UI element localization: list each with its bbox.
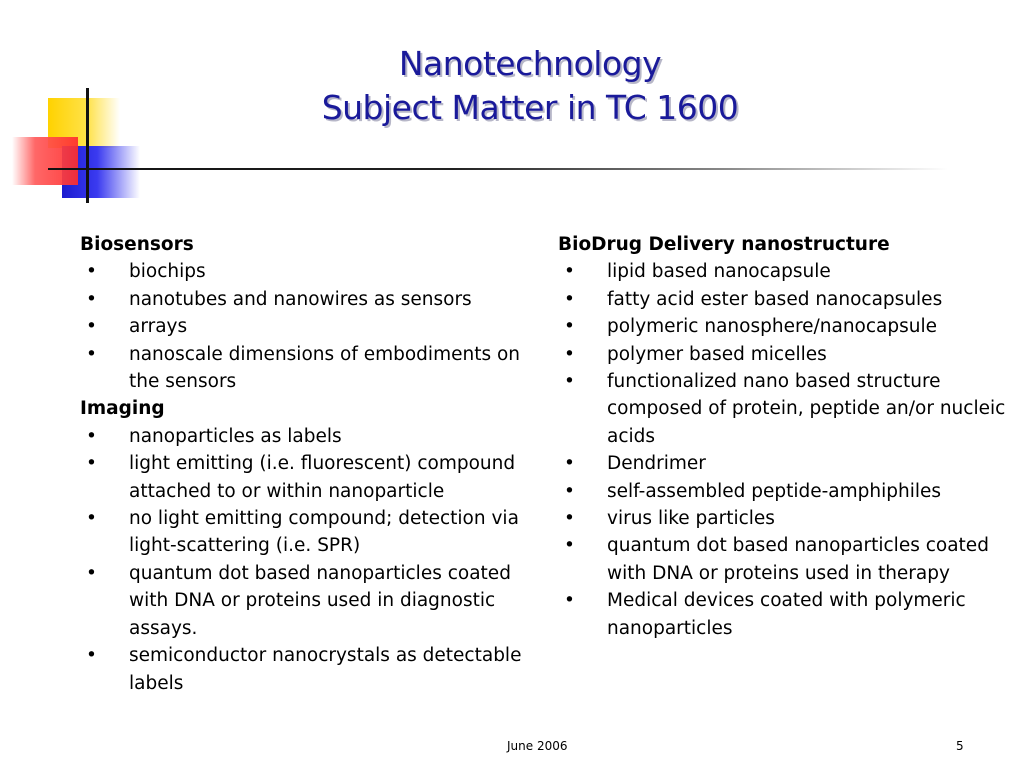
slide-title bbox=[200, 42, 860, 130]
bullet-icon: • bbox=[86, 316, 97, 338]
bullet-icon: • bbox=[564, 508, 575, 530]
bullet-icon: • bbox=[564, 261, 575, 283]
bullet-icon: • bbox=[86, 508, 97, 530]
list-item: • quantum dot based nanoparticles coated with DNA or proteins used in therapy bbox=[558, 532, 1008, 587]
list-item: • light emitting (i.e. fluorescent) compound attached to or within nanoparticle bbox=[80, 450, 530, 505]
list-item: • nanoparticles as labels bbox=[80, 423, 530, 450]
list-item: • semiconductor nanocrystals as detectable labels bbox=[80, 642, 530, 697]
vertical-rule-decoration bbox=[86, 88, 89, 203]
list-item: • functionalized nano based structure composed of protein, peptide an/or nucleic acids bbox=[558, 368, 1008, 450]
page-number: 5 bbox=[956, 739, 964, 753]
title-line-2: Subject Matter in TC 1600 bbox=[321, 88, 739, 127]
list-item: • quantum dot based nanoparticles coated with DNA or proteins used in diagnostic assays. bbox=[80, 560, 530, 642]
red-square-decoration bbox=[12, 137, 78, 185]
bullet-icon: • bbox=[564, 453, 575, 475]
list-item: • virus like particles bbox=[558, 505, 1008, 532]
bullet-icon: • bbox=[86, 453, 97, 475]
list-item: • nanotubes and nanowires as sensors bbox=[80, 286, 530, 313]
list-item: • arrays bbox=[80, 313, 530, 340]
bullet-icon: • bbox=[564, 316, 575, 338]
section-heading-biodrug-delivery: BioDrug Delivery nanostructure bbox=[558, 234, 890, 255]
imaging-list bbox=[80, 423, 530, 697]
bullet-icon: • bbox=[564, 590, 575, 612]
bullet-icon: • bbox=[86, 645, 97, 667]
biodrug-delivery-list bbox=[558, 258, 1008, 642]
bullet-icon: • bbox=[564, 480, 575, 502]
list-item: • polymeric nanosphere/nanocapsule bbox=[558, 313, 1008, 340]
bullet-icon: • bbox=[86, 562, 97, 584]
title-underline-rule bbox=[48, 168, 948, 170]
list-item: • biochips bbox=[80, 258, 530, 285]
list-item: • Dendrimer bbox=[558, 450, 1008, 477]
bullet-icon: • bbox=[86, 343, 97, 365]
list-item: • fatty acid ester based nanocapsules bbox=[558, 286, 1008, 313]
list-item: • polymer based micelles bbox=[558, 341, 1008, 368]
list-item: • nanoscale dimensions of embodiments on the sensors bbox=[80, 341, 530, 396]
bullet-icon: • bbox=[564, 371, 575, 393]
footer-date: June 2006 bbox=[507, 739, 568, 753]
section-heading-biosensors: Biosensors bbox=[80, 234, 194, 255]
bullet-icon: • bbox=[564, 535, 575, 557]
list-item: • self-assembled peptide-amphiphiles bbox=[558, 478, 1008, 505]
right-column bbox=[558, 231, 1008, 642]
left-column bbox=[80, 231, 530, 697]
bullet-icon: • bbox=[86, 425, 97, 447]
list-item: • lipid based nanocapsule bbox=[558, 258, 1008, 285]
list-item: • Medical devices coated with polymeric nanoparticles bbox=[558, 587, 1008, 642]
biosensors-list bbox=[80, 258, 530, 395]
bullet-icon: • bbox=[86, 288, 97, 310]
list-item: • no light emitting compound; detection via light-scattering (i.e. SPR) bbox=[80, 505, 530, 560]
bullet-icon: • bbox=[564, 288, 575, 310]
section-heading-imaging: Imaging bbox=[80, 398, 165, 420]
title-line-1: Nanotechnology bbox=[398, 44, 662, 83]
bullet-icon: • bbox=[86, 261, 97, 283]
bullet-icon: • bbox=[564, 343, 575, 365]
